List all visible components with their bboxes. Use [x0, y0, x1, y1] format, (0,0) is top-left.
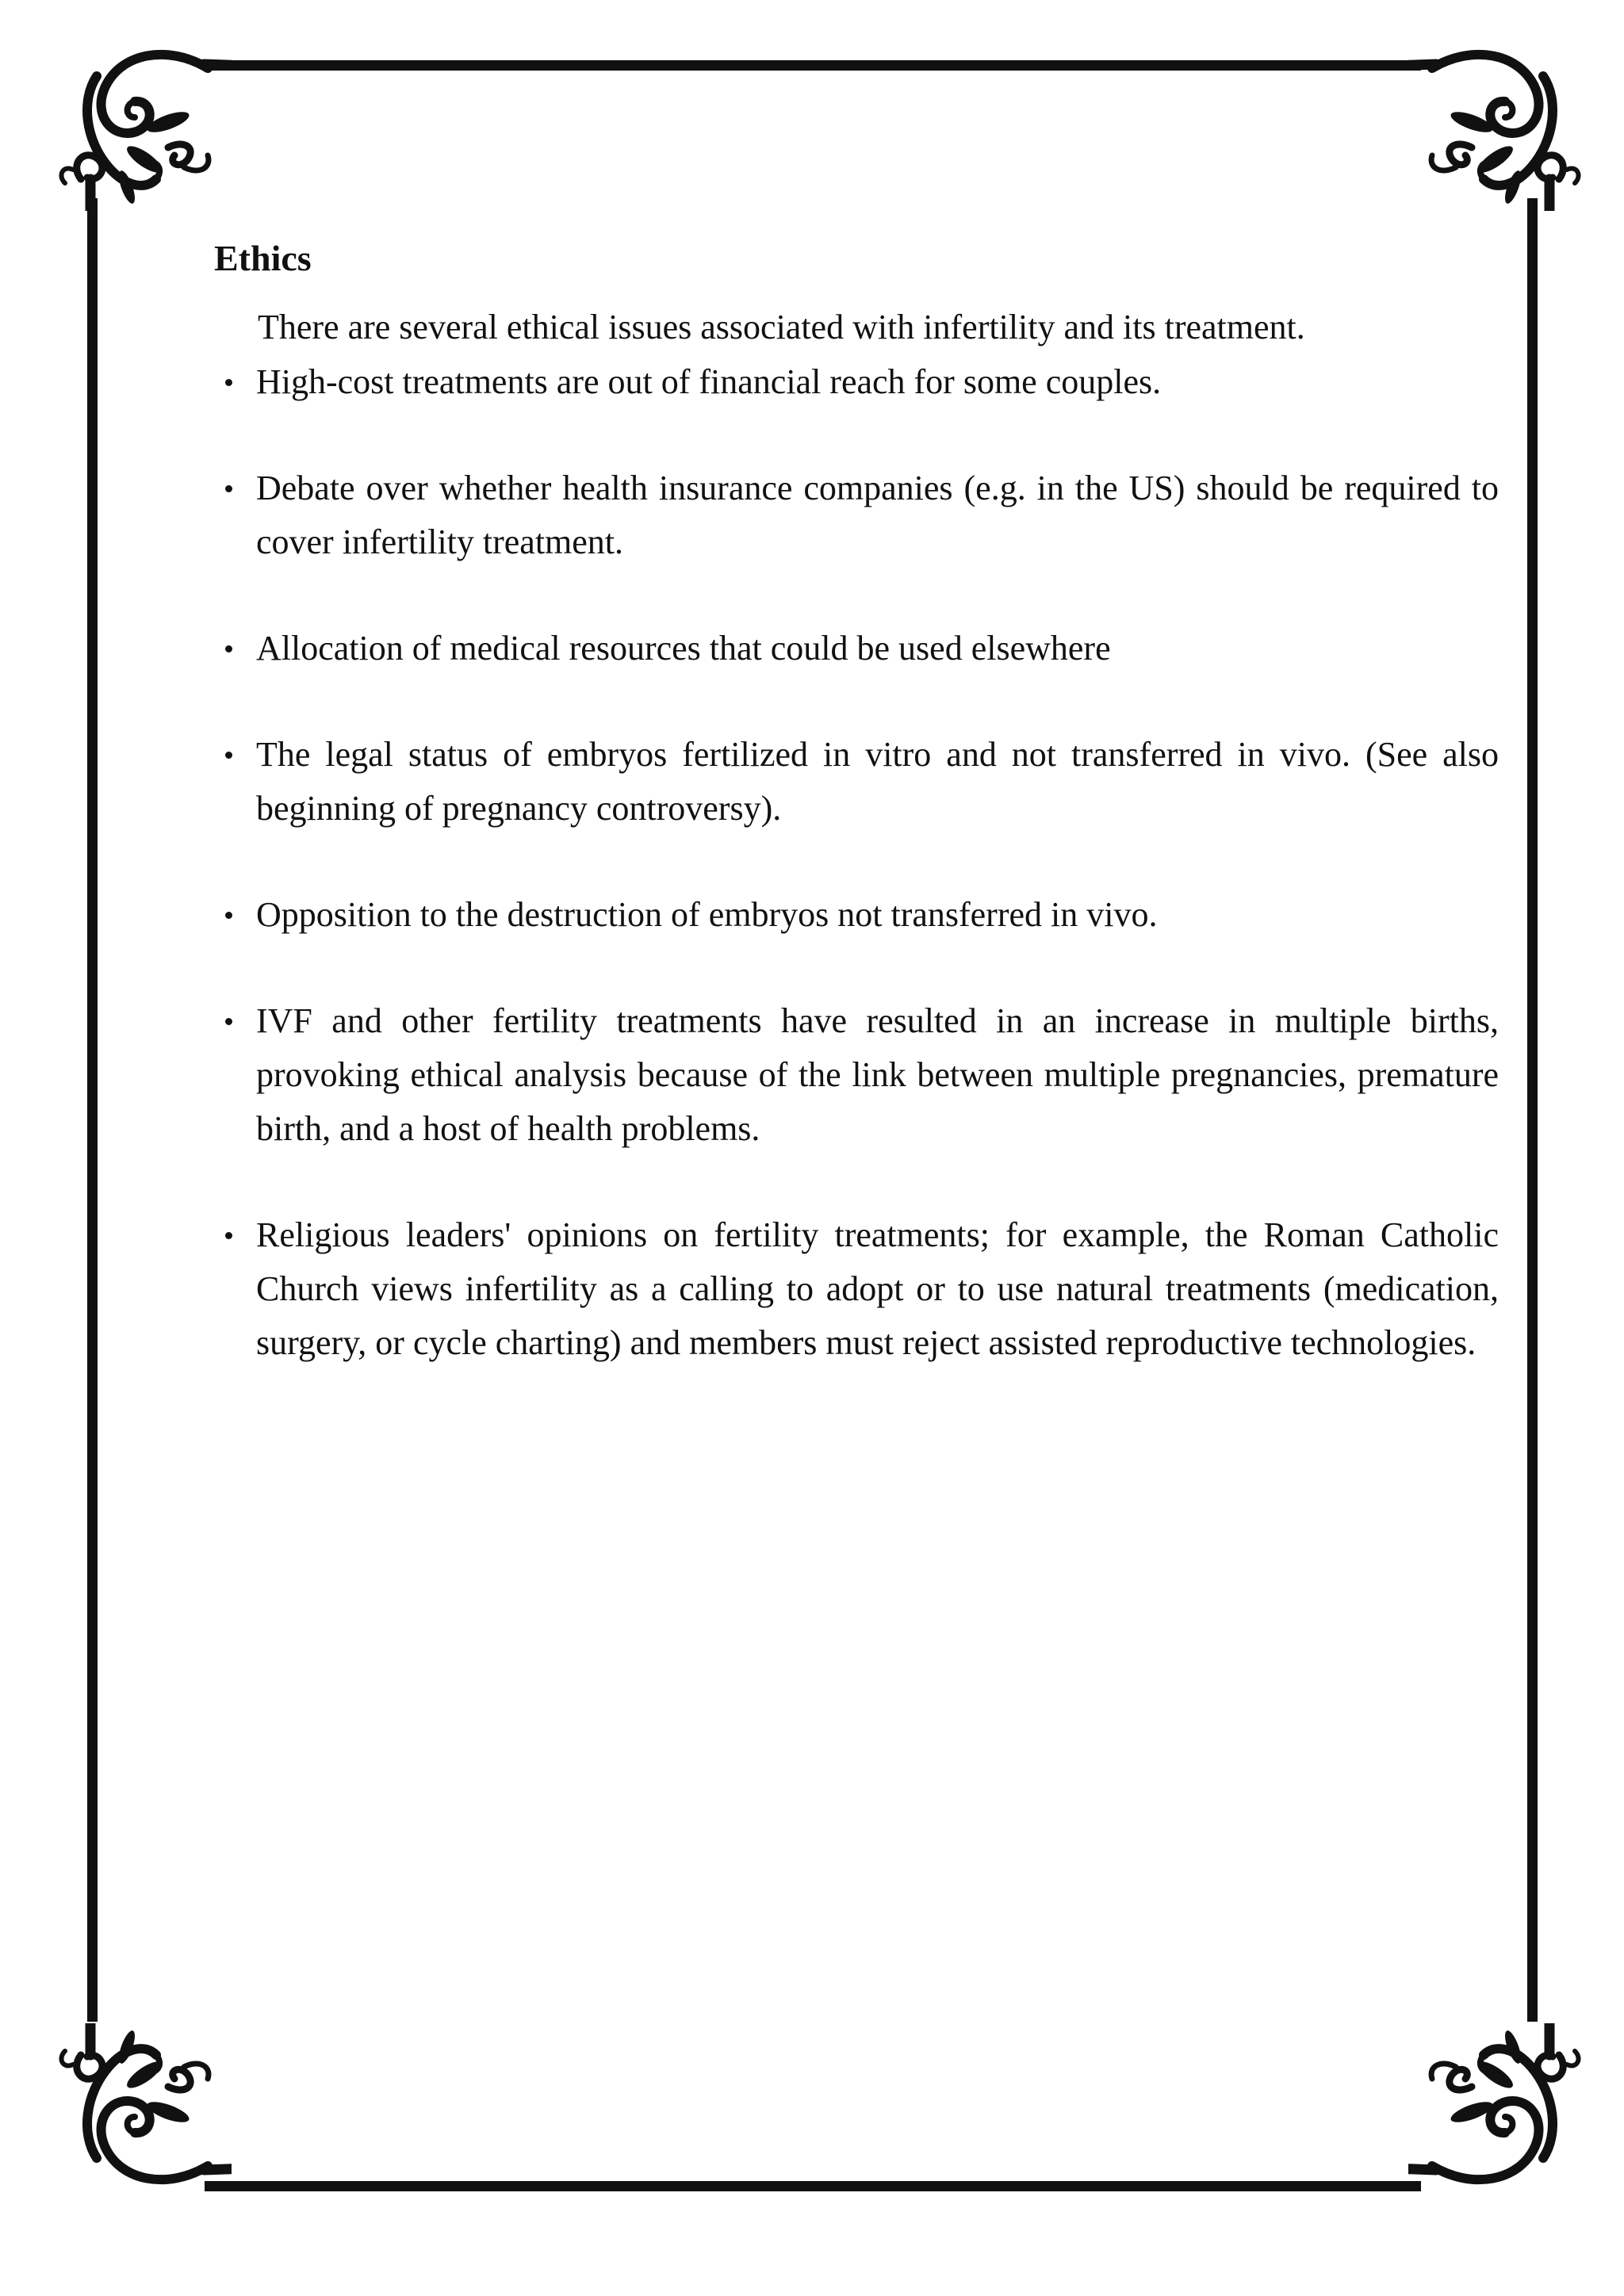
frame-bottom-border [205, 2181, 1421, 2191]
bullet-icon [225, 645, 232, 652]
corner-flourish-icon [1408, 2023, 1591, 2206]
corner-flourish-icon [1408, 29, 1591, 211]
list-item-text: Allocation of medical resources that could be used elsewhere [256, 629, 1111, 668]
bullet-icon [225, 1232, 232, 1239]
document-body [214, 230, 1499, 1422]
list-item [214, 888, 1499, 942]
frame-right-border [1527, 198, 1538, 2022]
list-item-text: Opposition to the destruction of embryos not transferred in vivo. [256, 895, 1158, 934]
section-heading: Ethics [214, 238, 312, 278]
list-item [214, 1208, 1499, 1370]
list-item [214, 461, 1499, 569]
list-item-text: IVF and other fertility treatments have resulted in an increase in multiple births, provoking ethical analysis because of the link between multiple pregnancies, premature birth, and a host of health problems. [256, 1001, 1499, 1148]
list-item-text: Religious leaders' opinions on fertility treatments; for example, the Roman Catholic Church views infertility as a calling to adopt or to use natural treatments (medication, surgery, or cycle charting) and members must reject assisted reproductive technologies. [256, 1215, 1499, 1362]
intro-paragraph: There are several ethical issues associated with infertility and its treatment. [258, 308, 1305, 346]
list-item-text: Debate over whether health insurance companies (e.g. in the US) should be required to cover infertility treatment. [256, 469, 1499, 561]
list-item [214, 355, 1499, 409]
list-item [214, 622, 1499, 675]
corner-flourish-icon [49, 2023, 232, 2206]
list-item-text: High-cost treatments are out of financial reach for some couples. [256, 362, 1162, 401]
frame-left-border [87, 198, 98, 2022]
list-item [214, 728, 1499, 836]
bullet-icon [225, 379, 232, 386]
frame-top-border [205, 60, 1421, 71]
list-item-text: The legal status of embryos fertilized in vitro and not transferred in vivo. (See also beginning of pregnancy controversy). [256, 735, 1499, 828]
bullet-icon [225, 1018, 232, 1025]
bullet-icon [225, 912, 232, 919]
corner-flourish-icon [49, 29, 232, 211]
bullet-icon [225, 485, 232, 492]
list-item [214, 994, 1499, 1156]
bullet-icon [225, 752, 232, 759]
bullet-list [214, 355, 1499, 1370]
